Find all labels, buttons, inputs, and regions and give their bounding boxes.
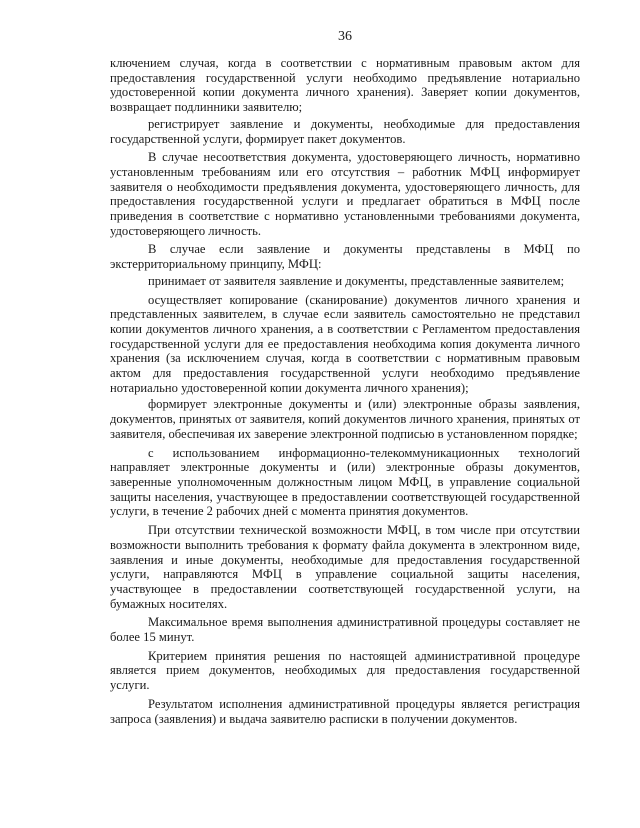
page-number: 36 [338, 29, 352, 44]
paragraph-no-technical-capability: При отсутствии технической возможности МФЦ, в том числе при отсутствии возможности выполнить требования к формату файла документа в электронном виде, заявления и иные документы, необходимые для предоставления государственной услуги, направляются МФЦ в управление социальной защиты населения, участвующее в предоставлении соответствующей государственной услуги, на бумажных носителях. [110, 523, 580, 611]
document-page [110, 28, 580, 726]
paragraph-copying: осуществляет копирование (сканирование) документов личного хранения и представленных заявителем, в случае если заявитель самостоятельно не представил копии документов личного хранения, а в соответствии с Регламентом предоставления государственной услуги для ее предоставления необходима копия документа личного хранения (за исключением случая, когда в соответствии с нормативным правовым актом для предоставления государственной услуги необходимо предъявление нотариально удостоверенной копии документа личного хранения); [110, 292, 580, 395]
paragraph-result: Результатом исполнения административной процедуры является регистрация запроса (заявления) и выдача заявителю расписки в получении документов. [110, 696, 580, 726]
paragraph-decision-criterion: Критерием принятия решения по настоящей административной процедуре является прием документов, необходимых для предоставления государственной услуги. [110, 648, 580, 693]
paragraph-extraterritorial: В случае если заявление и документы представлены в МФЦ по экстерриториальному принципу, МФЦ: [110, 242, 580, 272]
paragraph-max-time: Максимальное время выполнения административной процедуры составляет не более 15 минут. [110, 615, 580, 645]
paragraph-electronic-documents: формирует электронные документы и (или) электронные образы заявления, документов, принятых от заявителя, копий документов личного хранения, принятых от заявителя, обеспечивая их заверение электронной подписью в установленном порядке; [110, 397, 580, 441]
paragraph-registration: регистрирует заявление и документы, необходимые для предоставления государственной услуги, формирует пакет документов. [110, 116, 580, 146]
paragraph-id-mismatch: В случае несоответствия документа, удостоверяющего личность, нормативно установленным требованиям или его отсутствия – работник МФЦ информирует заявителя о необходимости предъявления документа, удостоверяющего личность, для предоставления государственной услуги и предлагает обратиться в МФЦ после приведения в соответствие с нормативно установленными требованиями документа, удостоверяющего личность. [110, 150, 580, 238]
paragraph-accepts-documents: принимает от заявителя заявление и документы, представленные заявителем; [148, 273, 565, 288]
paragraph-continuation: ключением случая, когда в соответствии с нормативным правовым актом для предоставления государственной услуги необходимо предъявление нотариально удостоверенной копии документа личного хранения). Заверяет копии документов, возвращает подлинники заявителю; [110, 56, 580, 115]
paragraph-sending: с использованием информационно-телекоммуникационных технологий направляет электронные документы и (или) электронные образы документов, заверенные уполномоченным должностным лицом МФЦ, в управление социальной защиты населения, участвующее в предоставлении соответствующей государственной услуги, в течение 2 рабочих дней с момента принятия документов. [110, 445, 580, 519]
